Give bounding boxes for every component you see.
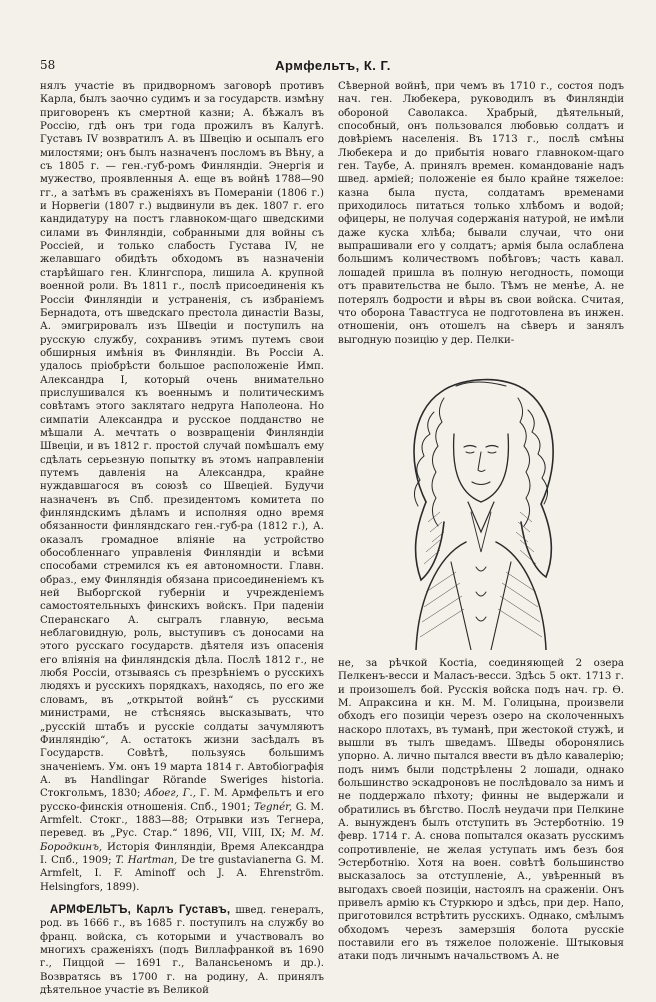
right-text-top: Сѣверной войнѣ, при чемъ въ 1710 г., состоя подъ нач. ген. Любекера, руководилъ въ Финляндіи обороной Саволакса. Храбрый, дѣятельный, способный, онъ пользовался любовью солдатъ и довѣріемъ населенія. Въ 1713 г., послѣ смѣны Любекера и до прибытія новаго главноком-щаго ген. Таубе, А. принялъ времен. командованіе надъ швед. арміей; положеніе ея было крайне тяжелое: казна была пуста, солдатамъ временами приходилось питаться только хлѣбомъ и водой; офицеры, не получая содержанія натурой, не имѣли даже куска хлѣба; бывали случаи, что они выпрашивали его у солдатъ; армія была ослаблена большимъ количествомъ побѣговъ; часть кавал. лошадей пришла въ полную негодность, помощи отъ правительства не было. Тѣмъ не менѣе, А. не потерялъ бодрости и вѣры въ свои войска. Считая, что оборона Тавастгуса не подготовлена въ инжен. отношеніи, онъ отошелъ на сѣверъ и занялъ выгодную позицію у дер. Пелки- (338, 81, 624, 346)
reference-author: T. Hartman, (115, 854, 178, 866)
page-number: 58 (40, 58, 56, 72)
paragraph-text: G. M. Armfelt. Стокг., 1883—88; Отрывки изъ Тегнера, перевед. въ „Рус. Стар.“ 1896, VII, VIII, IX; (40, 801, 324, 840)
right-column (338, 80, 624, 963)
entry-headword: АРМФЕЛЬТЪ, Карлъ Густавъ, (49, 903, 231, 916)
paragraph-text: Исторія Финляндіи, Время Александра I. Спб., 1909; (40, 841, 324, 866)
left-column (40, 80, 324, 997)
right-text-bottom: не, за рѣчкой Костіа, соединяющей 2 озера Пелкенъ-весси и Малаcъ-весси. Здѣсь 5 окт. 1713 г. и произошелъ бой. Русскія войска подъ нач. гр. Ѳ. М. Апраксина и кн. М. М. Голицына, произвели обходъ его позиціи черезъ озеро на сколоченныхъ наскоро плотахъ, въ туманѣ, при жестокой стужѣ, и вышли въ тылъ шведамъ. Шведы оборонялись упорно. А. лично пытался ввести въ дѣло кавалерію; подъ нимъ были подстрѣлены 2 лошади, однако большинство эскадроновъ не послѣдовало за нимъ и не поддержало пѣхоту; финны не выдержали и обратились въ бѣгство. Послѣ неудачи при Пелкине А. вынужденъ былъ отступить въ Эстерботнію. 19 февр. 1714 г. А. снова попытался оказать русскимъ сопротивленіе, не желая уступать имъ безъ боя Эстерботнію. Хотя на воен. совѣтѣ большинство высказалось за отступленіе, А., увѣренный въ выгодахъ своей позиціи, настоялъ на сраженіи. Онъ привелъ армію къ Стуркюро и здѣсь, при дер. Напо, приготовился встрѣтить русскихъ. Однако, смѣлымъ обходомъ черезъ замерзшія болота русскіе поставили его въ тяжелое положеніе. Штыковыя атаки подъ личнымъ начальствомъ А. не (338, 657, 624, 963)
armfelt-gm-continuation (40, 80, 324, 894)
paragraph-text: De tre gustavianerna G. M. Armfelt, I. F. Aminoff och J. A. Ehrenström. Helsingfors, 1899). (40, 854, 324, 893)
entry-armfelt-kg (40, 904, 324, 997)
reference-author: М. М. Бородкинъ, (40, 828, 324, 853)
reference-author: Абоег, Г., (144, 788, 196, 800)
paragraph-text: Г. М. Армфельтъ и его русско-финскія отношенія. Спб., 1901; (40, 788, 324, 813)
portrait-engraving (356, 352, 606, 650)
paragraph-text: нялъ участіе въ придворномъ заговорѣ противъ Карла, былъ заочно судимъ и за государств. измѣну приговоренъ къ смертной казни; А. бѣжалъ въ Россію, гдѣ онъ три года прожилъ въ Калугѣ. Густавъ IV возвратилъ А. въ Швецію и осыпалъ его милостями; онъ былъ назначенъ посломъ въ Вѣну, а съ 1805 г. — ген.-губ-ромъ Финляндіи. Энергія и мужество, проявленныя А. еще въ войнѣ 1788—90 гг., а затѣмъ въ сраженіяхъ въ Помераніи (1806 г.) и Норвегіи (1807 г.) выдвинули въ дек. 1807 г. его кандидатуру на постъ главноком-щаго шведскими силами въ Финляндіи, собранными для войны съ Россіей, и только слабость Густава IV, не желавшаго обидѣть обходомъ въ назначеніи старѣйшаго ген. Клингспора, лишила А. крупной военной роли. Въ 1811 г., послѣ присоединенія къ Россіи Финляндіи и устраненія, съ избраніемъ Бернадота, отъ шведскаго престола династіи Вазы, А. эмигрировалъ изъ Швеціи и поступилъ на русскую службу, сохранивъ этимъ путемъ свои обширныя имѣнія въ Финляндіи. Въ Россіи А. удалось пріобрѣсти большое расположеніе Имп. Александра I, который очень внимательно прислушивался къ военнымъ и политическимъ совѣтамъ этого заклятаго недруга Наполеона. Но симпатіи Александра и русское подданство не мѣшали А. мечтать о возвращеніи Финляндіи Швеціи, и въ 1812 г. простой случай помѣшалъ ему сдѣлать серьезную попытку въ этомъ направленіи путемъ давленія на Александра, крайне нуждавшагося въ союзѣ со Швеціей. Будучи назначенъ въ Спб. президентомъ комитета по финляндскимъ дѣламъ и исполняя одно время обязанности финляндскаго ген.-губ-ра (1812 г.), А. оказалъ громадное вліяніе на устройство обособленнаго управленія Финляндіи и всѣми способами стремился къ ея автономности. Главн. образ., ему Финляндія обязана присоединеніемъ къ ней Выборгской губерніи и учрежденіемъ самостоятельныхъ финскихъ войскъ. При паденіи Сперанскаго А. сыгралъ главную, весьма неблаговидную, роль, выступивъ съ доносами на этого русскаго государств. дѣятеля изъ опасенія его вліянія на финляндскія дѣла. Послѣ 1812 г., не любя Россіи, отзываясь съ презрѣніемъ о русскихъ людяхъ и русскихъ порядкахъ, находясь, по его же словамъ, въ „открытой войнѣ“ съ русскими министрами, не стѣсняясь высказывать, что „русскій штабъ и русскіе солдаты зачумляютъ Финляндію“, А. остатокъ жизни засѣдалъ въ Государств. Совѣтѣ, пользуясь большимъ значеніемъ. Ум. онъ 19 марта 1814 г. Автобіографія А. въ Handlingar Rörande Sweriges historia. Стокгольмъ, 1830; (40, 81, 324, 800)
entry-text: швед. генералъ, род. въ 1666 г., въ 1685 г. поступилъ на службу во франц. войска, съ которыми и участвовалъ во многихъ сраженіяхъ (подъ Виллафранкой въ 1690 г., Пиццой — 1691 г., Валансьеномъ и др.). Возвратясь въ 1700 г. на родину, А. принялъ дѣятельное участіе въ Великой (40, 904, 324, 997)
page-header (40, 58, 626, 78)
portrait-frame (338, 351, 624, 651)
reference-author: Tegnér, (253, 801, 293, 813)
running-title: Армфельтъ, К. Г. (275, 58, 391, 73)
